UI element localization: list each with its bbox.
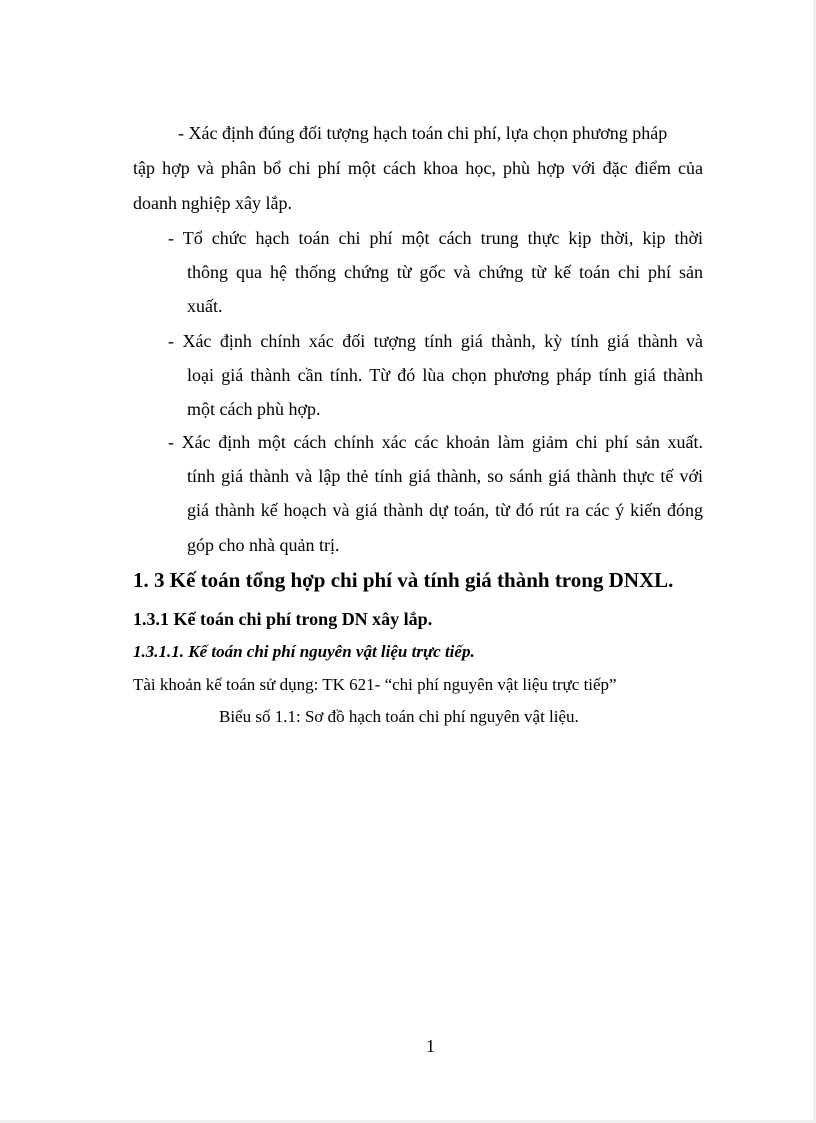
p1-line-3: doanh nghiệp xây lắp. [133, 193, 292, 213]
account-line: Tài khoản kế toán sử dụng: TK 621- “chi phí nguyên vật liệu trực tiếp” [133, 675, 617, 694]
page-number: 1 [426, 1036, 435, 1056]
p4-line-4: góp cho nhà quản trị. [187, 535, 340, 555]
p2-line-2: thông qua hệ thống chứng từ gốc và chứng từ kế toán chi phí sản [187, 262, 703, 282]
heading-1-3-1: 1.3.1 Kế toán chi phí trong DN xây lắp. [133, 609, 433, 629]
figure-caption: Biểu số 1.1: Sơ đồ hạch toán chi phí nguyên vật liệu. [219, 707, 579, 726]
p3-line-3: một cách phù hợp. [187, 399, 321, 419]
p4-line-2: tính giá thành và lập thẻ tính giá thành, so sánh giá thành thực tế với [187, 466, 703, 486]
p4-line-3: giá thành kế hoạch và giá thành dự toán, từ đó rút ra các ý kiến đóng [187, 500, 703, 520]
p1-line-2: tập hợp và phân bổ chi phí một cách khoa học, phù hợp với đặc điểm của [133, 158, 703, 178]
p2-line-3: xuất. [187, 296, 223, 316]
p1-line-1: - Xác định đúng đối tượng hạch toán chi phí, lựa chọn phương pháp [178, 123, 668, 143]
p3-line-1: - Xác định chính xác đối tượng tính giá thành, kỳ tính giá thành và [168, 331, 703, 351]
p4-line-1: - Xác định một cách chính xác các khoản làm giảm chi phí sản xuất. [168, 432, 703, 452]
heading-1-3-1-1: 1.3.1.1. Kế toán chi phí nguyên vật liệu trực tiếp. [133, 642, 475, 661]
heading-1-3: 1. 3 Kế toán tổng hợp chi phí và tính giá thành trong DNXL. [133, 568, 674, 592]
p2-line-1: - Tổ chức hạch toán chi phí một cách trung thực kịp thời, kịp thời [168, 228, 703, 248]
p3-line-2: loại giá thành cần tính. Từ đó lùa chọn phương pháp tính giá thành [187, 365, 703, 385]
